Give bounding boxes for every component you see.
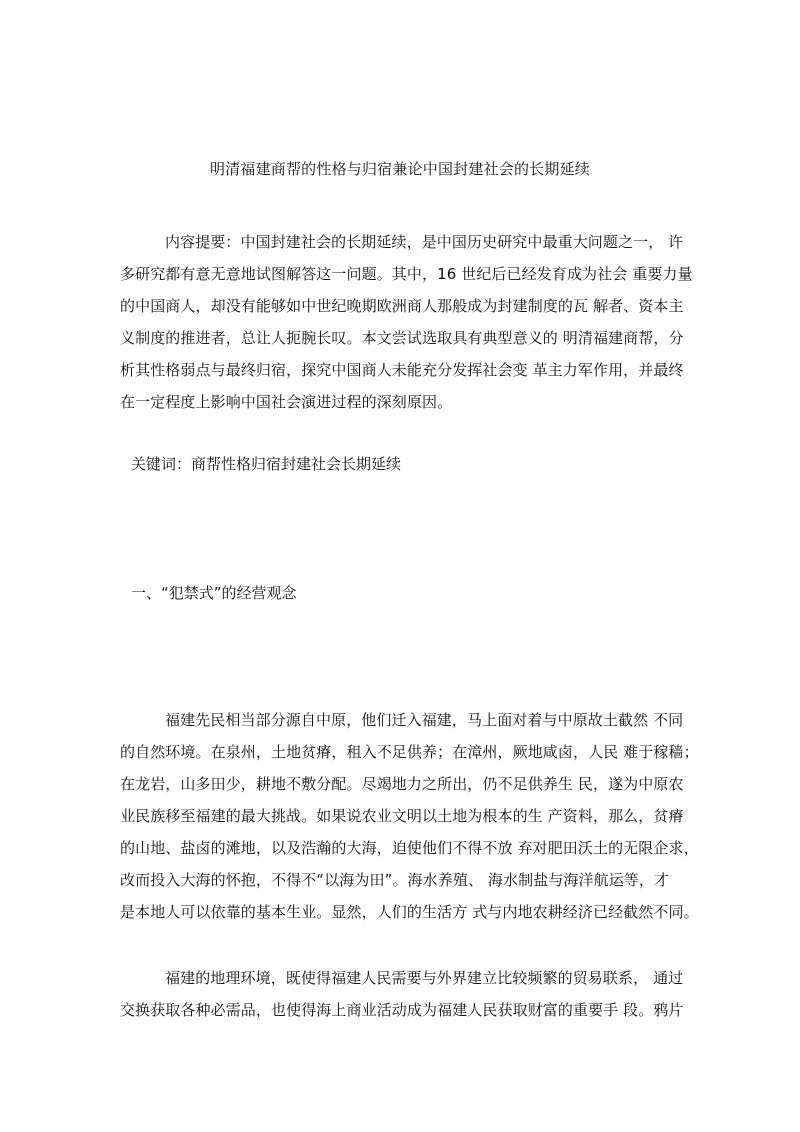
body-paragraph-2 — [120, 962, 685, 1026]
paragraph-line: 的山地、盐卤的滩地，以及浩瀚的大海，迫使他们不得不放 弃对肥田沃土的无限企求， — [120, 839, 699, 857]
paragraph-line: 是本地人可以依靠的基本生业。显然，人们的生活方 式与内地农耕经济已经截然不同。 — [120, 903, 699, 921]
paragraph-line: 交换获取各种必需品，也使得海上商业活动成为福建人民获取财富的重要手 段。鸦片 — [120, 1001, 684, 1019]
abstract-line: 析其性格弱点与最终归宿，探究中国商人未能充分发挥社会变 革主力军作用，并最终 — [120, 361, 684, 379]
abstract-line: 内容提要：中国封建社会的长期延续，是中国历史研究中最重大问题之一， 许 — [165, 233, 684, 251]
keywords-line: 关键词：商帮性格归宿封建社会长期延续 — [131, 455, 402, 473]
paragraph-line: 福建的地理环境，既使得福建人民需要与外界建立比较频繁的贸易联系， 通过 — [165, 969, 684, 987]
abstract-line: 在一定程度上影响中国社会演进过程的深刻原因。 — [120, 393, 453, 411]
paragraph-line: 的自然环境。在泉州，土地贫瘠，租入不足供养；在漳州，厥地咸卤，人民 难于稼穑； — [120, 743, 699, 761]
body-paragraph-1 — [120, 704, 699, 928]
section-heading: 一、“犯禁式”的经营观念 — [131, 584, 297, 602]
paragraph-line: 在龙岩，山多田少，耕地不敷分配。尽竭地力之所出，仍不足供养生 民，遂为中原农 — [120, 775, 684, 793]
document-title: 明清福建商帮的性格与归宿兼论中国封建社会的长期延续 — [209, 160, 590, 178]
abstract-paragraph — [120, 226, 693, 418]
paragraph-line: 业民族移至福建的最大挑战。如果说农业文明以土地为根本的生 产资料，那么，贫瘠 — [120, 807, 684, 825]
abstract-line: 义制度的推进者，总让人扼腕长叹。本文尝试选取具有典型意义的 明清福建商帮，分 — [120, 329, 684, 347]
paragraph-line: 福建先民相当部分源自中原，他们迁入福建，马上面对着与中原故土截然 不同 — [165, 711, 684, 729]
abstract-line: 的中国商人，却没有能够如中世纪晚期欧洲商人那般成为封建制度的瓦 解者、资本主 — [120, 297, 684, 315]
abstract-line: 多研究都有意无意地试图解答这一问题。其中，16 世纪后已经发育成为社会 重要力量 — [120, 265, 693, 283]
paragraph-line: 改而投入大海的怀抱，不得不“以海为田”。海水养殖、 海水制盐与海洋航运等，才 — [120, 871, 670, 889]
